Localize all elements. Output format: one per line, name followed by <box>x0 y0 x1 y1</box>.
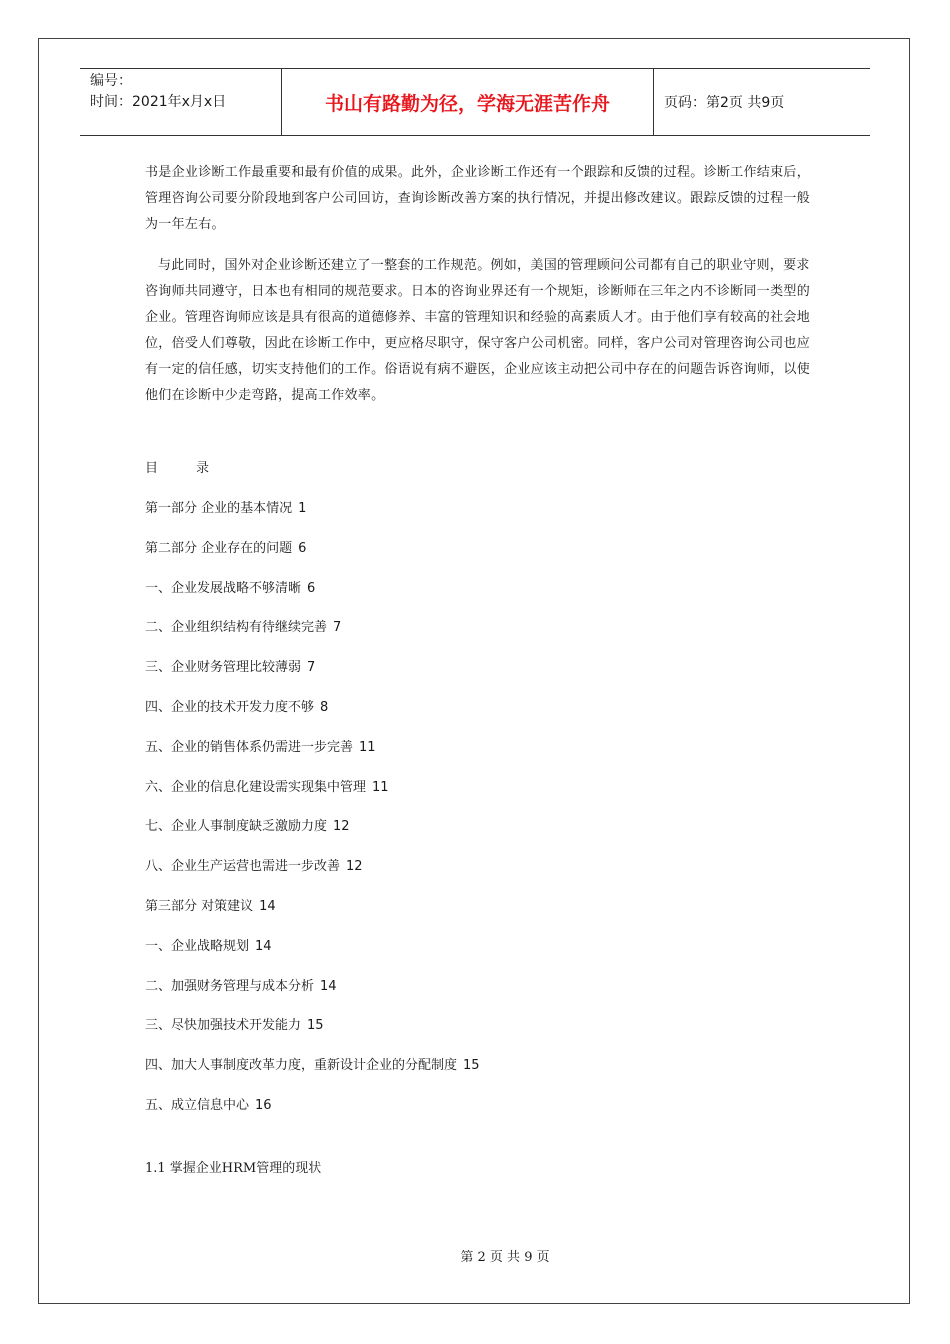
toc-item-page-number: 15 <box>307 1018 324 1034</box>
page-footer: 第 2 页 共 9 页 <box>460 1250 550 1265</box>
toc-item-text: 八、企业生产运营也需进一步改善 <box>145 859 341 875</box>
table-of-contents <box>145 459 745 1136</box>
body-text <box>145 160 810 409</box>
toc-item[interactable] <box>145 897 745 937</box>
toc-item[interactable] <box>145 579 745 619</box>
toc-item-page-number: 7 <box>307 660 316 676</box>
section-subheading: 1.1 掌握企业HRM管理的现状 <box>145 1161 322 1176</box>
document-number-label: 编号： <box>90 73 132 89</box>
toc-item-page-number: 15 <box>463 1058 480 1074</box>
toc-item-page-number: 1 <box>298 501 307 516</box>
toc-item-text: 三、企业财务管理比较薄弱 <box>145 660 302 676</box>
toc-item-text: 五、企业的销售体系仍需进一步完善 <box>145 739 354 755</box>
toc-item-page-number: 14 <box>259 898 276 914</box>
toc-item[interactable] <box>145 857 745 897</box>
toc-item[interactable] <box>145 1016 745 1056</box>
toc-item-page-number: 12 <box>333 819 350 835</box>
toc-item-page-number: 11 <box>372 779 389 795</box>
toc-title-part-b: 录 <box>196 461 210 476</box>
header-page-label: 页码：第2页 共9页 <box>664 95 785 111</box>
toc-item[interactable] <box>145 618 745 658</box>
toc-item-text: 一、企业发展战略不够清晰 <box>145 580 302 596</box>
body-paragraph-1: 书是企业诊断工作最重要和最有价值的成果。此外，企业诊断工作还有一个跟踪和反馈的过程。诊断工作结束后，管理咨询公司要分阶段地到客户公司回访，查询诊断改善方案的执行情况，并提出修改建议。跟踪反馈的过程一般为一年左右。 <box>145 165 811 232</box>
toc-item-text: 第三部分 对策建议 <box>145 898 254 914</box>
body-paragraph-2: 与此同时，国外对企业诊断还建立了一整套的工作规范。例如，美国的管理顾问公司都有自己的职业守则，要求咨询师共同遵守，日本也有相同的规范要求。日本的咨询业界还有一个规矩，诊断师在三年之内不诊断同一类型的企业。管理咨询师应该是具有很高的道德修养、丰富的管理知识和经验的高素质人才。由于他们享有较高的社会地位，倍受人们尊敬，因此在诊断工作中，更应格尽职守，保守客户公司机密。同样，客户公司对管理咨询公司也应有一定的信任感，切实支持他们的工作。俗语说有病不避医，企业应该主动把公司中存在的问题告诉咨询师，以使他们在诊断中少走弯路，提高工作效率。 <box>145 258 811 403</box>
toc-item-text: 四、加大人事制度改革力度，重新设计企业的分配制度 <box>145 1058 458 1074</box>
toc-item[interactable] <box>145 539 745 579</box>
toc-item-text: 四、企业的技术开发力度不够 <box>145 699 315 715</box>
toc-list <box>145 499 745 1136</box>
toc-item-text: 第二部分 企业存在的问题 <box>145 540 293 556</box>
toc-item-text: 第一部分 企业的基本情况 <box>145 501 293 516</box>
toc-item-page-number: 11 <box>359 739 376 755</box>
header-motto: 书山有路勤为径，学海无涯苦作舟 <box>282 69 654 135</box>
toc-item-page-number: 8 <box>320 699 329 715</box>
toc-item-text: 三、尽快加强技术开发能力 <box>145 1018 302 1034</box>
toc-item-text: 五、成立信息中心 <box>145 1097 250 1113</box>
toc-item[interactable] <box>145 937 745 977</box>
toc-item-page-number: 16 <box>255 1097 272 1113</box>
toc-item-page-number: 12 <box>346 859 363 875</box>
toc-item[interactable] <box>145 977 745 1017</box>
toc-item-text: 二、企业组织结构有待继续完善 <box>145 620 328 636</box>
toc-item-page-number: 14 <box>255 938 272 954</box>
toc-item-text: 六、企业的信息化建设需实现集中管理 <box>145 779 367 795</box>
toc-item-page-number: 14 <box>320 978 337 994</box>
header-meta <box>80 69 282 135</box>
toc-item-page-number: 6 <box>307 580 316 596</box>
toc-item[interactable] <box>145 817 745 857</box>
document-header <box>80 68 870 136</box>
toc-item[interactable] <box>145 1056 745 1096</box>
toc-item-text: 二、加强财务管理与成本分析 <box>145 978 315 994</box>
toc-item-text: 七、企业人事制度缺乏激励力度 <box>145 819 328 835</box>
toc-item[interactable] <box>145 499 745 539</box>
toc-item-text: 一、企业战略规划 <box>145 938 250 954</box>
document-time-label: 时间：2021年x月x日 <box>90 94 227 110</box>
toc-item[interactable] <box>145 778 745 818</box>
toc-title <box>145 459 745 499</box>
toc-item-page-number: 7 <box>333 620 342 636</box>
toc-item[interactable] <box>145 1096 745 1136</box>
toc-item[interactable] <box>145 658 745 698</box>
toc-item[interactable] <box>145 698 745 738</box>
toc-item-page-number: 6 <box>298 540 307 556</box>
toc-title-part-a: 目 <box>145 461 159 476</box>
toc-item[interactable] <box>145 738 745 778</box>
